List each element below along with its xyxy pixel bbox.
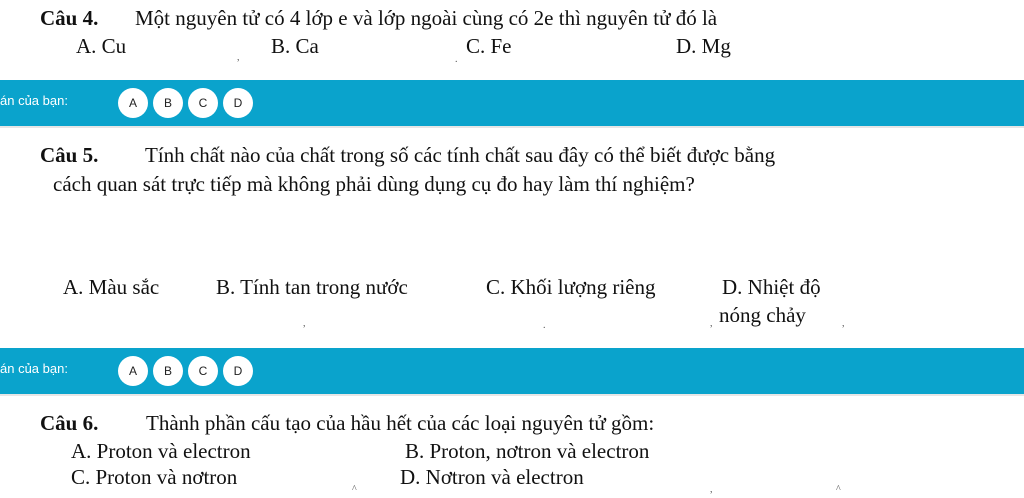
ink-mark: , bbox=[303, 318, 306, 329]
q4-option-d: D. Mg bbox=[676, 34, 731, 58]
answer-label: án của bạn: bbox=[0, 361, 68, 376]
choice-a-button[interactable]: A bbox=[118, 356, 148, 386]
ink-mark: . bbox=[455, 54, 458, 65]
answer-bar bbox=[0, 348, 1024, 394]
q5-option-b: B. Tính tan trong nước bbox=[216, 275, 408, 299]
answer-bar bbox=[0, 80, 1024, 126]
choice-b-button[interactable]: B bbox=[153, 88, 183, 118]
q5-option-c: C. Khối lượng riêng bbox=[486, 275, 656, 299]
ink-mark: , bbox=[237, 52, 240, 63]
choice-c-button[interactable]: C bbox=[188, 88, 218, 118]
ink-mark: , bbox=[710, 318, 713, 329]
ink-mark: , bbox=[710, 484, 713, 495]
q5-number: Câu 5. bbox=[40, 143, 99, 167]
divider bbox=[0, 394, 1024, 396]
q4-option-c: C. Fe bbox=[466, 34, 512, 58]
q6-number: Câu 6. bbox=[40, 411, 99, 435]
choice-a-button[interactable]: A bbox=[118, 88, 148, 118]
q4-text: Một nguyên tử có 4 lớp e và lớp ngoài cùng có 2e thì nguyên tử đó là bbox=[135, 6, 718, 30]
q4-option-b: B. Ca bbox=[271, 34, 319, 58]
q4-option-a: A. Cu bbox=[76, 34, 127, 58]
choice-d-button[interactable]: D bbox=[223, 356, 253, 386]
q6-option-b: B. Proton, nơtron và electron bbox=[405, 439, 650, 463]
q5-option-d-cont: nóng chảy bbox=[719, 303, 806, 327]
q5-option-a: A. Màu sắc bbox=[63, 275, 160, 299]
q6-option-a: A. Proton và electron bbox=[71, 439, 251, 463]
answer-label: án của bạn: bbox=[0, 93, 68, 108]
ink-mark: , bbox=[842, 318, 845, 329]
choice-c-button[interactable]: C bbox=[188, 356, 218, 386]
divider bbox=[0, 126, 1024, 128]
q5-option-d: D. Nhiệt độ bbox=[722, 275, 821, 299]
choice-d-button[interactable]: D bbox=[223, 88, 253, 118]
q4-number: Câu 4. bbox=[40, 6, 99, 30]
ink-mark: . bbox=[543, 320, 546, 331]
q6-text: Thành phần cấu tạo của hầu hết của các loại nguyên tử gồm: bbox=[146, 411, 655, 435]
q6-option-c: C. Proton và nơtron bbox=[71, 465, 238, 489]
q5-text-line2: cách quan sát trực tiếp mà không phải dùng dụng cụ đo hay làm thí nghiệm? bbox=[53, 172, 695, 196]
q6-option-d: D. Nơtron và electron bbox=[400, 465, 584, 489]
ink-mark: ^ bbox=[352, 484, 357, 495]
choice-b-button[interactable]: B bbox=[153, 356, 183, 386]
q5-text-line1: Tính chất nào của chất trong số các tính chất sau đây có thể biết được bằng bbox=[145, 143, 776, 167]
ink-mark: ^ bbox=[836, 484, 841, 495]
